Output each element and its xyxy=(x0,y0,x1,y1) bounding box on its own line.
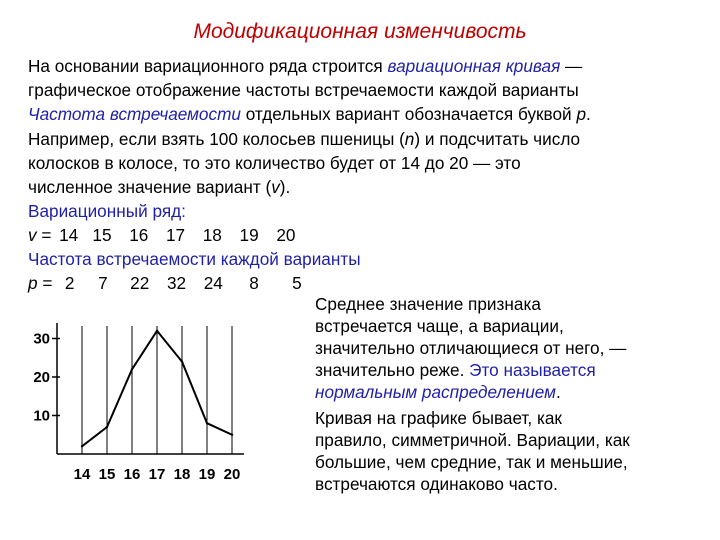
v-value: 19 xyxy=(239,225,259,245)
explanation-line: значительно отличающиеся от него, — xyxy=(315,338,627,358)
letter-v: v xyxy=(271,177,280,198)
chart-y-ticks xyxy=(33,331,60,425)
intro-text: ). xyxy=(279,177,291,198)
p-value: 8 xyxy=(249,273,259,293)
x-tick-label: 16 xyxy=(123,466,141,483)
v-value: 14 xyxy=(59,225,79,245)
series-heading: Вариационный ряд: xyxy=(28,201,186,221)
intro-text: На основании вариационного ряда строится xyxy=(28,56,388,76)
intro-line-3 xyxy=(28,102,708,126)
p-value: 5 xyxy=(292,273,302,293)
chart-axes xyxy=(57,323,244,454)
intro-text: отдельных вариант обозначается буквой xyxy=(240,104,577,125)
explanation-normal-distribution xyxy=(315,293,715,403)
explanation-line: правило, симметричной. Вариации, как xyxy=(315,430,630,450)
y-tick-label: 30 xyxy=(33,330,50,348)
explanation-line: Кривая на графике бывает, как xyxy=(315,408,562,428)
chart-x-ticks xyxy=(74,466,241,483)
intro-line-1 xyxy=(28,54,708,78)
y-tick-label: 10 xyxy=(33,407,50,425)
data-point xyxy=(106,426,108,428)
intro-line-5: колосков в колосе, то это количество будет от 14 до 20 — это xyxy=(28,152,521,173)
p-label: p xyxy=(28,273,38,293)
explanation-highlight: Это называется xyxy=(469,360,596,380)
explanation-symmetry xyxy=(315,407,715,495)
explanation-text: значительно реже. xyxy=(315,360,470,380)
intro-paragraph xyxy=(28,54,708,199)
x-tick-label: 19 xyxy=(198,466,216,483)
explanation-text: . xyxy=(555,382,561,402)
explanation-line xyxy=(315,381,715,403)
x-tick-label: 18 xyxy=(173,466,191,483)
data-point xyxy=(231,434,233,436)
intro-line-2: графическое отображение частоты встречаемости каждой варианты xyxy=(28,80,579,101)
data-point xyxy=(156,330,158,332)
intro-text: . xyxy=(586,104,591,125)
p-value: 24 xyxy=(203,273,223,293)
p-value: 2 xyxy=(64,273,75,293)
letter-n: n xyxy=(404,128,415,149)
x-tick-label: 15 xyxy=(98,466,116,483)
p-eq: = xyxy=(37,273,58,293)
p-value: 32 xyxy=(166,273,187,293)
x-tick-label: 17 xyxy=(148,466,166,483)
v-value: 20 xyxy=(276,225,296,245)
v-value: 17 xyxy=(165,225,186,245)
data-point xyxy=(206,422,208,424)
term-variation-curve: вариационная кривая xyxy=(387,56,561,76)
intro-text: ) и подсчитать число xyxy=(414,128,581,149)
intro-text: — xyxy=(560,56,583,76)
data-point xyxy=(181,360,183,362)
letter-p: p xyxy=(576,104,586,125)
v-value: 16 xyxy=(129,225,149,245)
intro-line-6 xyxy=(28,175,708,199)
v-value: 18 xyxy=(202,225,222,245)
frequency-heading: Частота встречаемости каждой варианты xyxy=(28,249,361,269)
y-tick-label: 20 xyxy=(33,369,50,386)
explanation-line: встречается чаще, а вариации, xyxy=(315,316,564,336)
slide-title: Модификационная изменчивость xyxy=(193,20,527,43)
v-row xyxy=(28,223,302,247)
chart-gridlines xyxy=(82,326,232,454)
explanation-line xyxy=(315,359,715,381)
explanation-line: встречаются одинаково часто. xyxy=(315,474,558,494)
data-point xyxy=(131,368,133,370)
p-value: 7 xyxy=(98,273,108,293)
x-tick-label: 20 xyxy=(223,466,241,483)
explanation-line: большие, чем средние, так и меньшие, xyxy=(315,452,628,472)
p-value: 22 xyxy=(130,273,150,293)
v-eq: = xyxy=(36,225,57,245)
term-frequency: Частота встречаемости xyxy=(28,104,241,125)
v-label: v xyxy=(28,225,37,245)
intro-text: численное значение вариант ( xyxy=(28,177,272,198)
x-tick-label: 14 xyxy=(73,466,91,483)
variation-curve-chart xyxy=(0,318,250,518)
v-value: 15 xyxy=(92,225,112,245)
explanation-line: Среднее значение признака xyxy=(315,294,541,314)
intro-text: Например, если взять 100 колосьев пшеницы ( xyxy=(28,128,405,149)
data-point xyxy=(81,445,83,447)
term-normal-distribution: нормальным распределением xyxy=(315,382,556,402)
intro-line-4 xyxy=(28,127,708,151)
p-row xyxy=(28,271,315,295)
